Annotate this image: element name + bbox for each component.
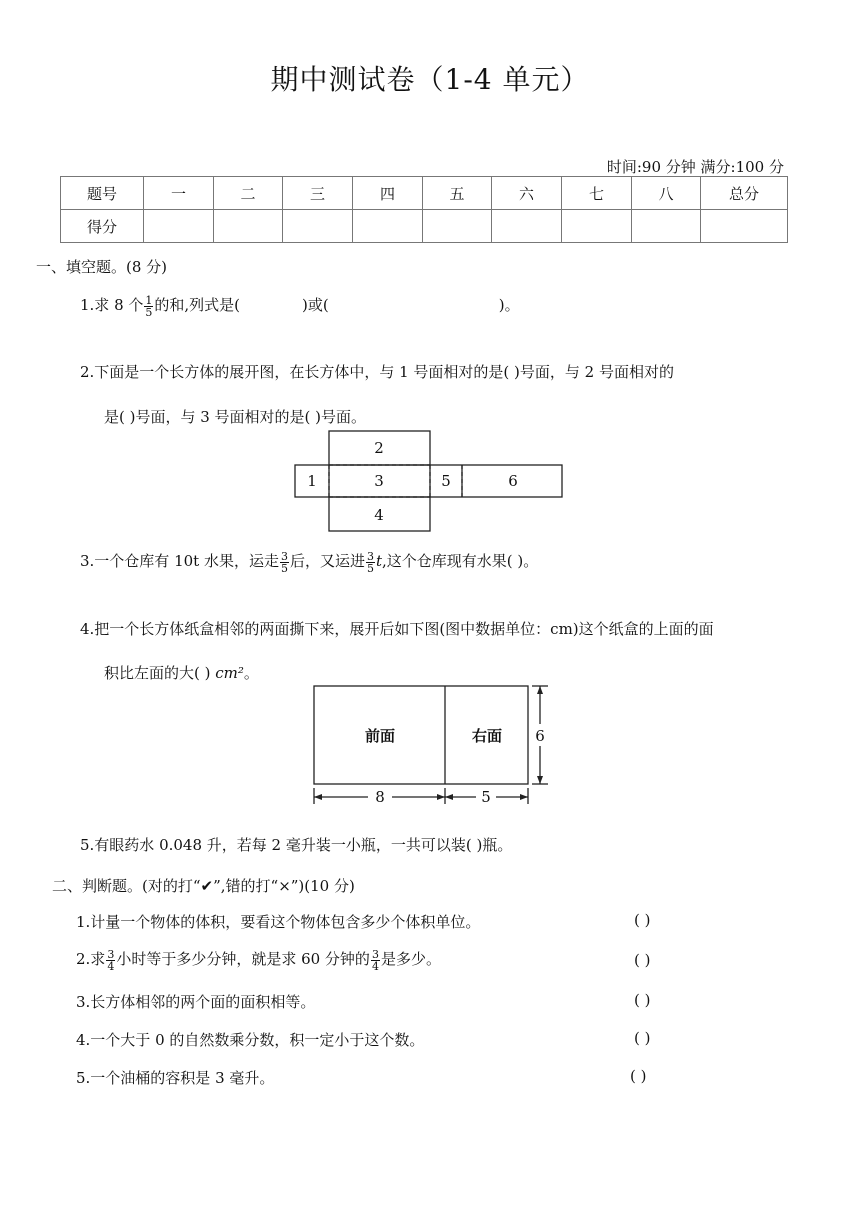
- judge-answer-paren[interactable]: ( ): [634, 991, 651, 1009]
- score-cell[interactable]: [214, 210, 283, 243]
- frac-numerator: 3: [371, 947, 379, 961]
- q4-text-a: 积比左面的大( ): [104, 664, 211, 682]
- judge-item-2: [76, 948, 441, 972]
- frac-denominator: 5: [280, 561, 288, 575]
- header-cell: 六: [492, 177, 562, 210]
- score-cell[interactable]: [492, 210, 562, 243]
- q4-text-b: 。: [243, 664, 259, 682]
- frac-numerator: 3: [366, 549, 374, 563]
- score-cell[interactable]: [632, 210, 701, 243]
- q3-text-b: 后，又运进: [289, 552, 365, 570]
- face-label: 3: [374, 472, 384, 490]
- face-label: 2: [374, 439, 384, 457]
- face-label: 5: [441, 472, 451, 490]
- dim-width-right: 5: [481, 788, 491, 806]
- fraction-3-5: [280, 551, 289, 574]
- q1-text-a: 1.求 8 个: [80, 296, 144, 314]
- front-face-label: 前面: [364, 727, 396, 745]
- face-label: 1: [307, 472, 317, 490]
- j2-text-a: 2.求: [76, 950, 106, 968]
- question-1-1: [80, 294, 520, 318]
- frac-denominator: 4: [371, 959, 379, 973]
- score-table-header-row: [61, 177, 788, 210]
- judge-answer-paren[interactable]: ( ): [634, 911, 651, 929]
- question-1-4-line2: [104, 662, 259, 683]
- fraction-1-5: [144, 295, 153, 318]
- header-cell: 三: [283, 177, 353, 210]
- section1-heading: 一、填空题。(8 分): [36, 258, 168, 276]
- header-cell: 五: [423, 177, 492, 210]
- judge-item-3: 3.长方体相邻的两个面的面积相等。: [76, 993, 316, 1011]
- q1-text-c: )或(: [302, 296, 329, 314]
- header-cell: 总分: [701, 177, 788, 210]
- q3-text-a: 3.一个仓库有 10t 水果，运走: [80, 552, 279, 570]
- frac-denominator: 5: [366, 561, 374, 575]
- score-cell[interactable]: [562, 210, 632, 243]
- dim-height: 6: [535, 727, 545, 745]
- unit-cm2: cm²: [215, 664, 244, 682]
- judge-item-1: 1.计量一个物体的体积，要看这个物体包含多少个体积单位。: [76, 913, 481, 931]
- cuboid-net-diagram: [294, 430, 566, 532]
- frac-denominator: 5: [145, 305, 153, 319]
- frac-denominator: 4: [107, 959, 115, 973]
- header-cell: 七: [562, 177, 632, 210]
- score-cell[interactable]: [701, 210, 788, 243]
- section2-heading: 二、判断题。(对的打“✔”,错的打“×”)(10 分): [52, 877, 355, 895]
- dim-width-front: 8: [375, 788, 385, 806]
- question-1-4-line1: 4.把一个长方体纸盒相邻的两面撕下来，展开后如下图(图中数据单位：cm)这个纸盒的上面的面: [80, 620, 714, 638]
- face-strip: [295, 465, 562, 497]
- question-1-2-line1: 2.下面是一个长方体的展开图，在长方体中，与 1 号面相对的是( )号面，与 2 号面相对的: [80, 363, 674, 381]
- fraction-3-4: [106, 949, 115, 972]
- unit-t: t: [375, 552, 383, 570]
- score-cell[interactable]: [144, 210, 214, 243]
- q3-text-d: ,这个仓库现有水果( )。: [382, 552, 539, 570]
- page-title: 期中测试卷（1-4 单元）: [270, 63, 590, 96]
- score-table: [60, 176, 788, 243]
- question-1-5: 5.有眼药水 0.048 升，若每 2 毫升装一小瓶，一共可以装( )瓶。: [80, 836, 513, 854]
- score-table-score-row: [61, 210, 788, 243]
- judge-item-4: 4.一个大于 0 的自然数乘分数，积一定小于这个数。: [76, 1031, 425, 1049]
- header-cell: 八: [632, 177, 701, 210]
- score-cell[interactable]: [353, 210, 423, 243]
- j2-text-b: 小时等于多少分钟，就是求 60 分钟的: [116, 950, 370, 968]
- frac-numerator: 1: [145, 293, 153, 307]
- judge-answer-paren[interactable]: ( ): [634, 951, 651, 969]
- header-cell: 二: [214, 177, 283, 210]
- box-faces-diagram: [308, 680, 558, 810]
- q1-text-d: )。: [498, 296, 520, 314]
- score-cell[interactable]: [423, 210, 492, 243]
- right-face-label: 右面: [471, 727, 503, 745]
- question-1-3: [80, 550, 538, 574]
- header-cell: 题号: [61, 177, 144, 210]
- judge-answer-paren[interactable]: ( ): [634, 1029, 651, 1047]
- fraction-3-4: [371, 949, 380, 972]
- fraction-3-5: [366, 551, 375, 574]
- q1-text-b: 的和,列式是(: [154, 296, 241, 314]
- judge-answer-paren[interactable]: ( ): [630, 1067, 647, 1085]
- question-1-2-line2: 是( )号面，与 3 号面相对的是( )号面。: [104, 408, 367, 426]
- exam-meta: 时间:90 分钟 满分:100 分: [606, 158, 784, 176]
- face-label: 6: [508, 472, 518, 490]
- header-cell: 四: [353, 177, 423, 210]
- score-cell[interactable]: [283, 210, 353, 243]
- frac-numerator: 3: [280, 549, 288, 563]
- header-cell: 一: [144, 177, 214, 210]
- row-label: 得分: [61, 210, 144, 243]
- j2-text-c: 是多少。: [380, 950, 441, 968]
- frac-numerator: 3: [107, 947, 115, 961]
- face-label: 4: [374, 506, 384, 524]
- judge-item-5: 5.一个油桶的容积是 3 毫升。: [76, 1069, 275, 1087]
